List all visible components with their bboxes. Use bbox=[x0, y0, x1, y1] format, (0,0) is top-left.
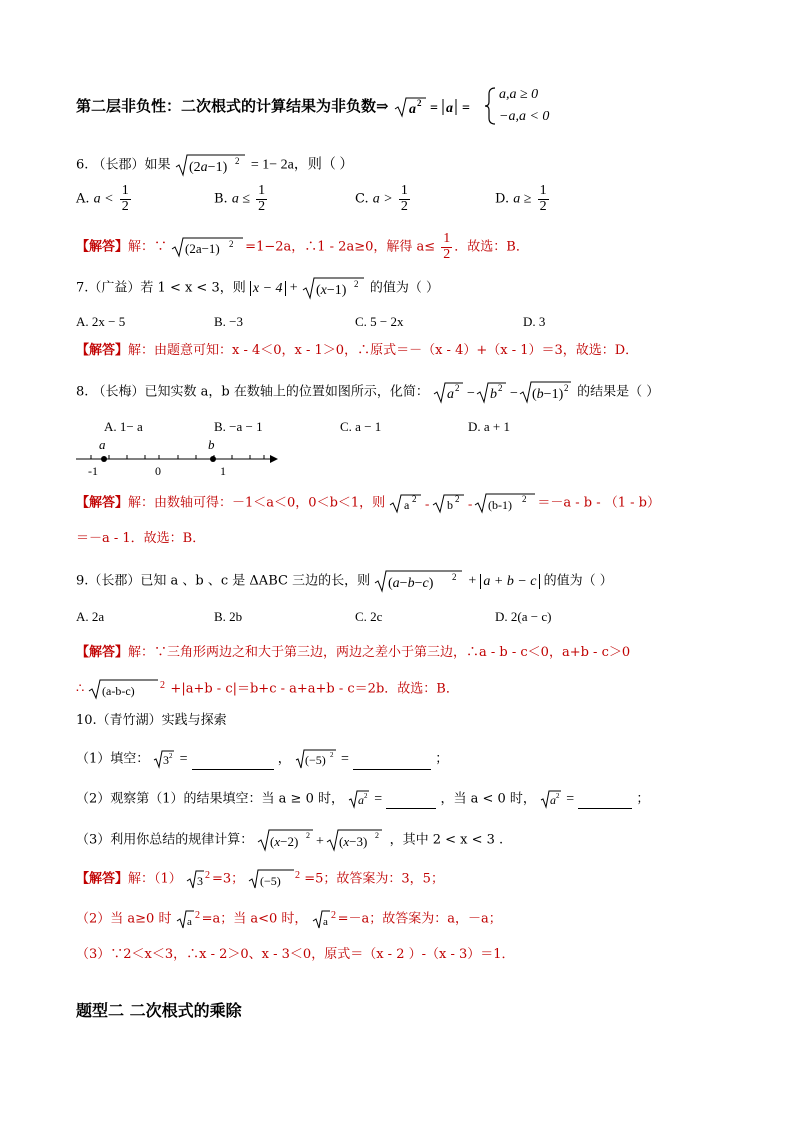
blank-4[interactable] bbox=[578, 808, 632, 809]
q6-option-a[interactable]: A. a < $\frac{1}{2}$ bbox=[76, 183, 129, 214]
svg-text:(x−3): (x−3) bbox=[339, 834, 368, 849]
sqrt-a-squared bbox=[348, 789, 370, 809]
q8-answer: 【解答】解：由数轴可得：－1＜a＜0，0＜b＜1，则 a 2 - b 2 - (b-1) 2 ＝－a - b - （1 - b） bbox=[76, 494, 660, 512]
q8-option-b[interactable]: B. −a − 1 bbox=[214, 419, 263, 434]
fraction: $\frac{1}{2}$ bbox=[400, 183, 408, 214]
svg-text:b: b bbox=[447, 498, 454, 512]
sqrt-expression-a-b-b1 bbox=[433, 380, 573, 404]
tick-label-0: 0 bbox=[155, 464, 161, 477]
q6-option-b[interactable]: B. a ≤ $\frac{1}{2}$ bbox=[214, 183, 266, 214]
sqrt-3-squared-answer bbox=[186, 868, 212, 890]
sqrt-abc-answer bbox=[88, 678, 170, 700]
q10-answer-1: 【解答】解：（1） 3 2 =3； (−5) 2 =5；故答案为：3，5； bbox=[76, 870, 444, 888]
svg-text:a: a bbox=[322, 916, 328, 928]
svg-text:2: 2 bbox=[229, 239, 234, 250]
svg-text:=: = bbox=[429, 101, 438, 116]
q8-option-c[interactable]: C. a − 1 bbox=[340, 419, 382, 434]
brace-icon bbox=[483, 86, 497, 126]
sqrt-a-squared bbox=[540, 789, 562, 809]
sqrt-x-minus-1-squared bbox=[302, 276, 366, 300]
q10-answer-3: （3）∵2＜x＜3，∴x - 2＞0、x - 3＜0，原式＝（x - 2 ）-（x - 3）＝1． bbox=[76, 947, 515, 962]
q8-option-d[interactable]: D. a + 1 bbox=[468, 419, 510, 434]
svg-text:a: a bbox=[447, 387, 455, 402]
svg-text:3: 3 bbox=[163, 753, 170, 767]
svg-text:2: 2 bbox=[455, 494, 460, 504]
svg-text:2: 2 bbox=[498, 383, 503, 393]
q6-option-c[interactable]: C. a > $\frac{1}{2}$ bbox=[355, 183, 408, 214]
svg-text:(−5): (−5) bbox=[260, 874, 282, 888]
sqrt-a-minus-b-minus-c-squared bbox=[374, 569, 464, 593]
sqrt-2a-1-squared-answer bbox=[171, 236, 245, 258]
svg-text:3: 3 bbox=[196, 874, 203, 888]
q9-option-d[interactable]: D. 2(a − c) bbox=[495, 609, 552, 624]
q9-option-a[interactable]: A. 2a bbox=[76, 609, 105, 624]
sqrt-2a-minus-1-squared bbox=[175, 153, 247, 177]
svg-text:-: - bbox=[425, 496, 430, 511]
q7-stem: 7.（广益）若 1 < x < 3，则 x − 4 + (x−1) 2 的值为（ ） bbox=[76, 276, 439, 300]
svg-text:+: + bbox=[316, 834, 325, 849]
svg-text:a: a bbox=[404, 498, 410, 512]
svg-text:2: 2 bbox=[452, 572, 457, 582]
tick-label-1: 1 bbox=[220, 464, 226, 477]
q10-title: 10.（青竹湖）实践与探索 bbox=[76, 713, 227, 728]
q10-part1: （1）填空： 3 2 = ， (−5) 2 = ； bbox=[76, 748, 448, 770]
q10-part3: （3）利用你总结的规律计算： (x−2) 2 + (x−3) 2 ，其中 2 < x < 3 . bbox=[76, 828, 503, 852]
header-title: 第二层非负性：二次根式的计算结果为非负数⇒ bbox=[76, 97, 389, 115]
blank-3[interactable] bbox=[386, 808, 436, 809]
svg-text:(a−b−c): (a−b−c) bbox=[388, 576, 434, 591]
sqrt-a-squared-answer bbox=[312, 908, 338, 930]
blank-2[interactable] bbox=[353, 769, 431, 770]
piecewise-brace bbox=[483, 86, 573, 126]
tick-label-minus-1: -1 bbox=[88, 464, 98, 477]
svg-text:a: a bbox=[408, 102, 416, 117]
q8-option-a[interactable]: A. 1− a bbox=[104, 419, 143, 434]
arrow-icon bbox=[270, 455, 278, 463]
svg-text:2: 2 bbox=[234, 156, 240, 166]
q7-option-c[interactable]: C. 5 − 2x bbox=[355, 314, 404, 329]
svg-text:(−5): (−5) bbox=[304, 753, 326, 767]
svg-text:(b−1): (b−1) bbox=[532, 387, 564, 402]
sqrt-neg5-squared-answer bbox=[248, 868, 304, 890]
q8-stem: 8. （长梅）已知实数 a，b 在数轴上的位置如图所示，化简： a 2 − b 2 − (b−1) 2 的结果是（ ） bbox=[76, 380, 659, 404]
q8-answer-line2: ＝－a - 1．故选：B． bbox=[76, 531, 206, 546]
svg-text:a: a bbox=[358, 793, 365, 807]
q9-answer: 【解答】解：∵三角形两边之和大于第三边，两边之差小于第三边，∴a - b - c＜0，a+b - c＞0 bbox=[76, 645, 631, 660]
q10-answer-2: （2）当 a≥0 时 a 2 =a；当 a<0 时， a 2 =－a；故答案为：a，－a； bbox=[76, 910, 502, 928]
svg-text:2: 2 bbox=[375, 831, 380, 840]
svg-text:b: b bbox=[490, 387, 498, 402]
q10-part2: （2）观察第（1）的结果填空：当 a ≥ 0 时， a 2 = ，当 a < 0 时， a 2 = ； bbox=[76, 789, 649, 809]
svg-text:a: a bbox=[550, 793, 557, 807]
q9-stem: 9.（长郡）已知 a 、b 、c 是 ΔABC 三边的长，则 (a−b−c) 2 + a + b − c 的值为（ ） bbox=[76, 569, 613, 593]
svg-text:(x−2): (x−2) bbox=[270, 834, 299, 849]
abs-a-plus-b-minus-c: a + b − c bbox=[480, 574, 539, 589]
q9-answer-line2: ∴ (a-b-c) 2 +|a+b - c|＝b+c - a+a+b - c＝2b．故选：B． bbox=[76, 680, 459, 698]
svg-text:(x−1): (x−1) bbox=[315, 283, 347, 298]
q6-option-d[interactable]: D. a ≥ $\frac{1}{2}$ bbox=[495, 183, 547, 214]
svg-text:−: − bbox=[467, 386, 475, 401]
q6-stem: 6. （长郡）如果 (2a−1) 2 = 1− 2a，则（ ） bbox=[76, 153, 353, 177]
svg-text:(2a−1): (2a−1) bbox=[188, 160, 227, 175]
q9-option-b[interactable]: B. 2b bbox=[214, 609, 243, 624]
svg-text:2: 2 bbox=[416, 98, 422, 108]
svg-text:(b-1): (b-1) bbox=[488, 498, 513, 512]
svg-text:2: 2 bbox=[306, 831, 311, 840]
svg-text:2: 2 bbox=[455, 383, 460, 393]
svg-text:2: 2 bbox=[329, 751, 334, 759]
q7-option-d[interactable]: D. 3 bbox=[523, 314, 546, 329]
svg-text:2: 2 bbox=[330, 910, 336, 921]
fraction: $\frac{1}{2}$ bbox=[443, 231, 451, 262]
section-title: 题型二 二次根式的乘除 bbox=[76, 1001, 242, 1020]
point-a bbox=[101, 456, 107, 462]
svg-text:-: - bbox=[468, 496, 473, 511]
svg-text:(a-b-c): (a-b-c) bbox=[102, 684, 136, 698]
number-line bbox=[74, 437, 284, 477]
svg-text:a: a bbox=[445, 101, 453, 116]
svg-text:−: − bbox=[510, 386, 518, 401]
svg-text:2: 2 bbox=[295, 870, 301, 881]
svg-text:2: 2 bbox=[204, 870, 210, 881]
case-negative: −a,a < 0 bbox=[499, 109, 550, 124]
q7-answer: 【解答】解：由题意可知：x - 4＜0，x - 1＞0，∴原式＝－（x - 4）+（x - 1）＝3，故选：D． bbox=[76, 343, 639, 358]
svg-text:2: 2 bbox=[353, 279, 359, 289]
fraction: $\frac{1}{2}$ bbox=[258, 183, 266, 214]
svg-text:2: 2 bbox=[160, 680, 166, 691]
sqrt-3-squared bbox=[153, 749, 175, 769]
svg-text:2: 2 bbox=[364, 792, 368, 800]
section-header bbox=[76, 96, 480, 118]
svg-text:2: 2 bbox=[169, 752, 173, 760]
svg-text:=: = bbox=[461, 101, 470, 116]
blank-1[interactable] bbox=[192, 769, 274, 770]
svg-text:2: 2 bbox=[412, 494, 417, 504]
q6-answer: 【解答】解：∵ (2a−1) 2 =1−2a，∴1 - 2a≥0，解得 a≤ $\frac{1}{2}$ ．故选：B． bbox=[76, 231, 529, 262]
fraction: $\frac{1}{2}$ bbox=[539, 183, 547, 214]
q7-option-b[interactable]: B. −3 bbox=[214, 314, 244, 329]
svg-text:2: 2 bbox=[556, 792, 560, 800]
svg-text:2: 2 bbox=[194, 910, 200, 921]
sqrt-answer-expression bbox=[389, 492, 537, 514]
svg-text:2: 2 bbox=[564, 383, 569, 393]
svg-text:(2a−1): (2a−1) bbox=[185, 241, 220, 257]
sqrt-a-squared-answer bbox=[176, 908, 202, 930]
point-a-label: a bbox=[99, 437, 106, 452]
q9-option-c[interactable]: C. 2c bbox=[355, 609, 383, 624]
fraction: $\frac{1}{2}$ bbox=[121, 183, 129, 214]
q7-option-a[interactable]: A. 2x − 5 bbox=[76, 314, 126, 329]
abs-x-minus-4: x − 4 bbox=[250, 281, 286, 296]
sqrt-x-2-plus-sqrt-x-3 bbox=[257, 828, 385, 852]
point-b bbox=[210, 456, 216, 462]
case-nonnegative: a,a ≥ 0 bbox=[499, 87, 539, 102]
sqrt-a-squared-formula bbox=[394, 96, 480, 118]
sqrt-neg5-squared bbox=[295, 748, 337, 770]
svg-text:2: 2 bbox=[522, 494, 527, 504]
svg-text:a: a bbox=[186, 916, 192, 928]
point-b-label: b bbox=[208, 437, 215, 452]
